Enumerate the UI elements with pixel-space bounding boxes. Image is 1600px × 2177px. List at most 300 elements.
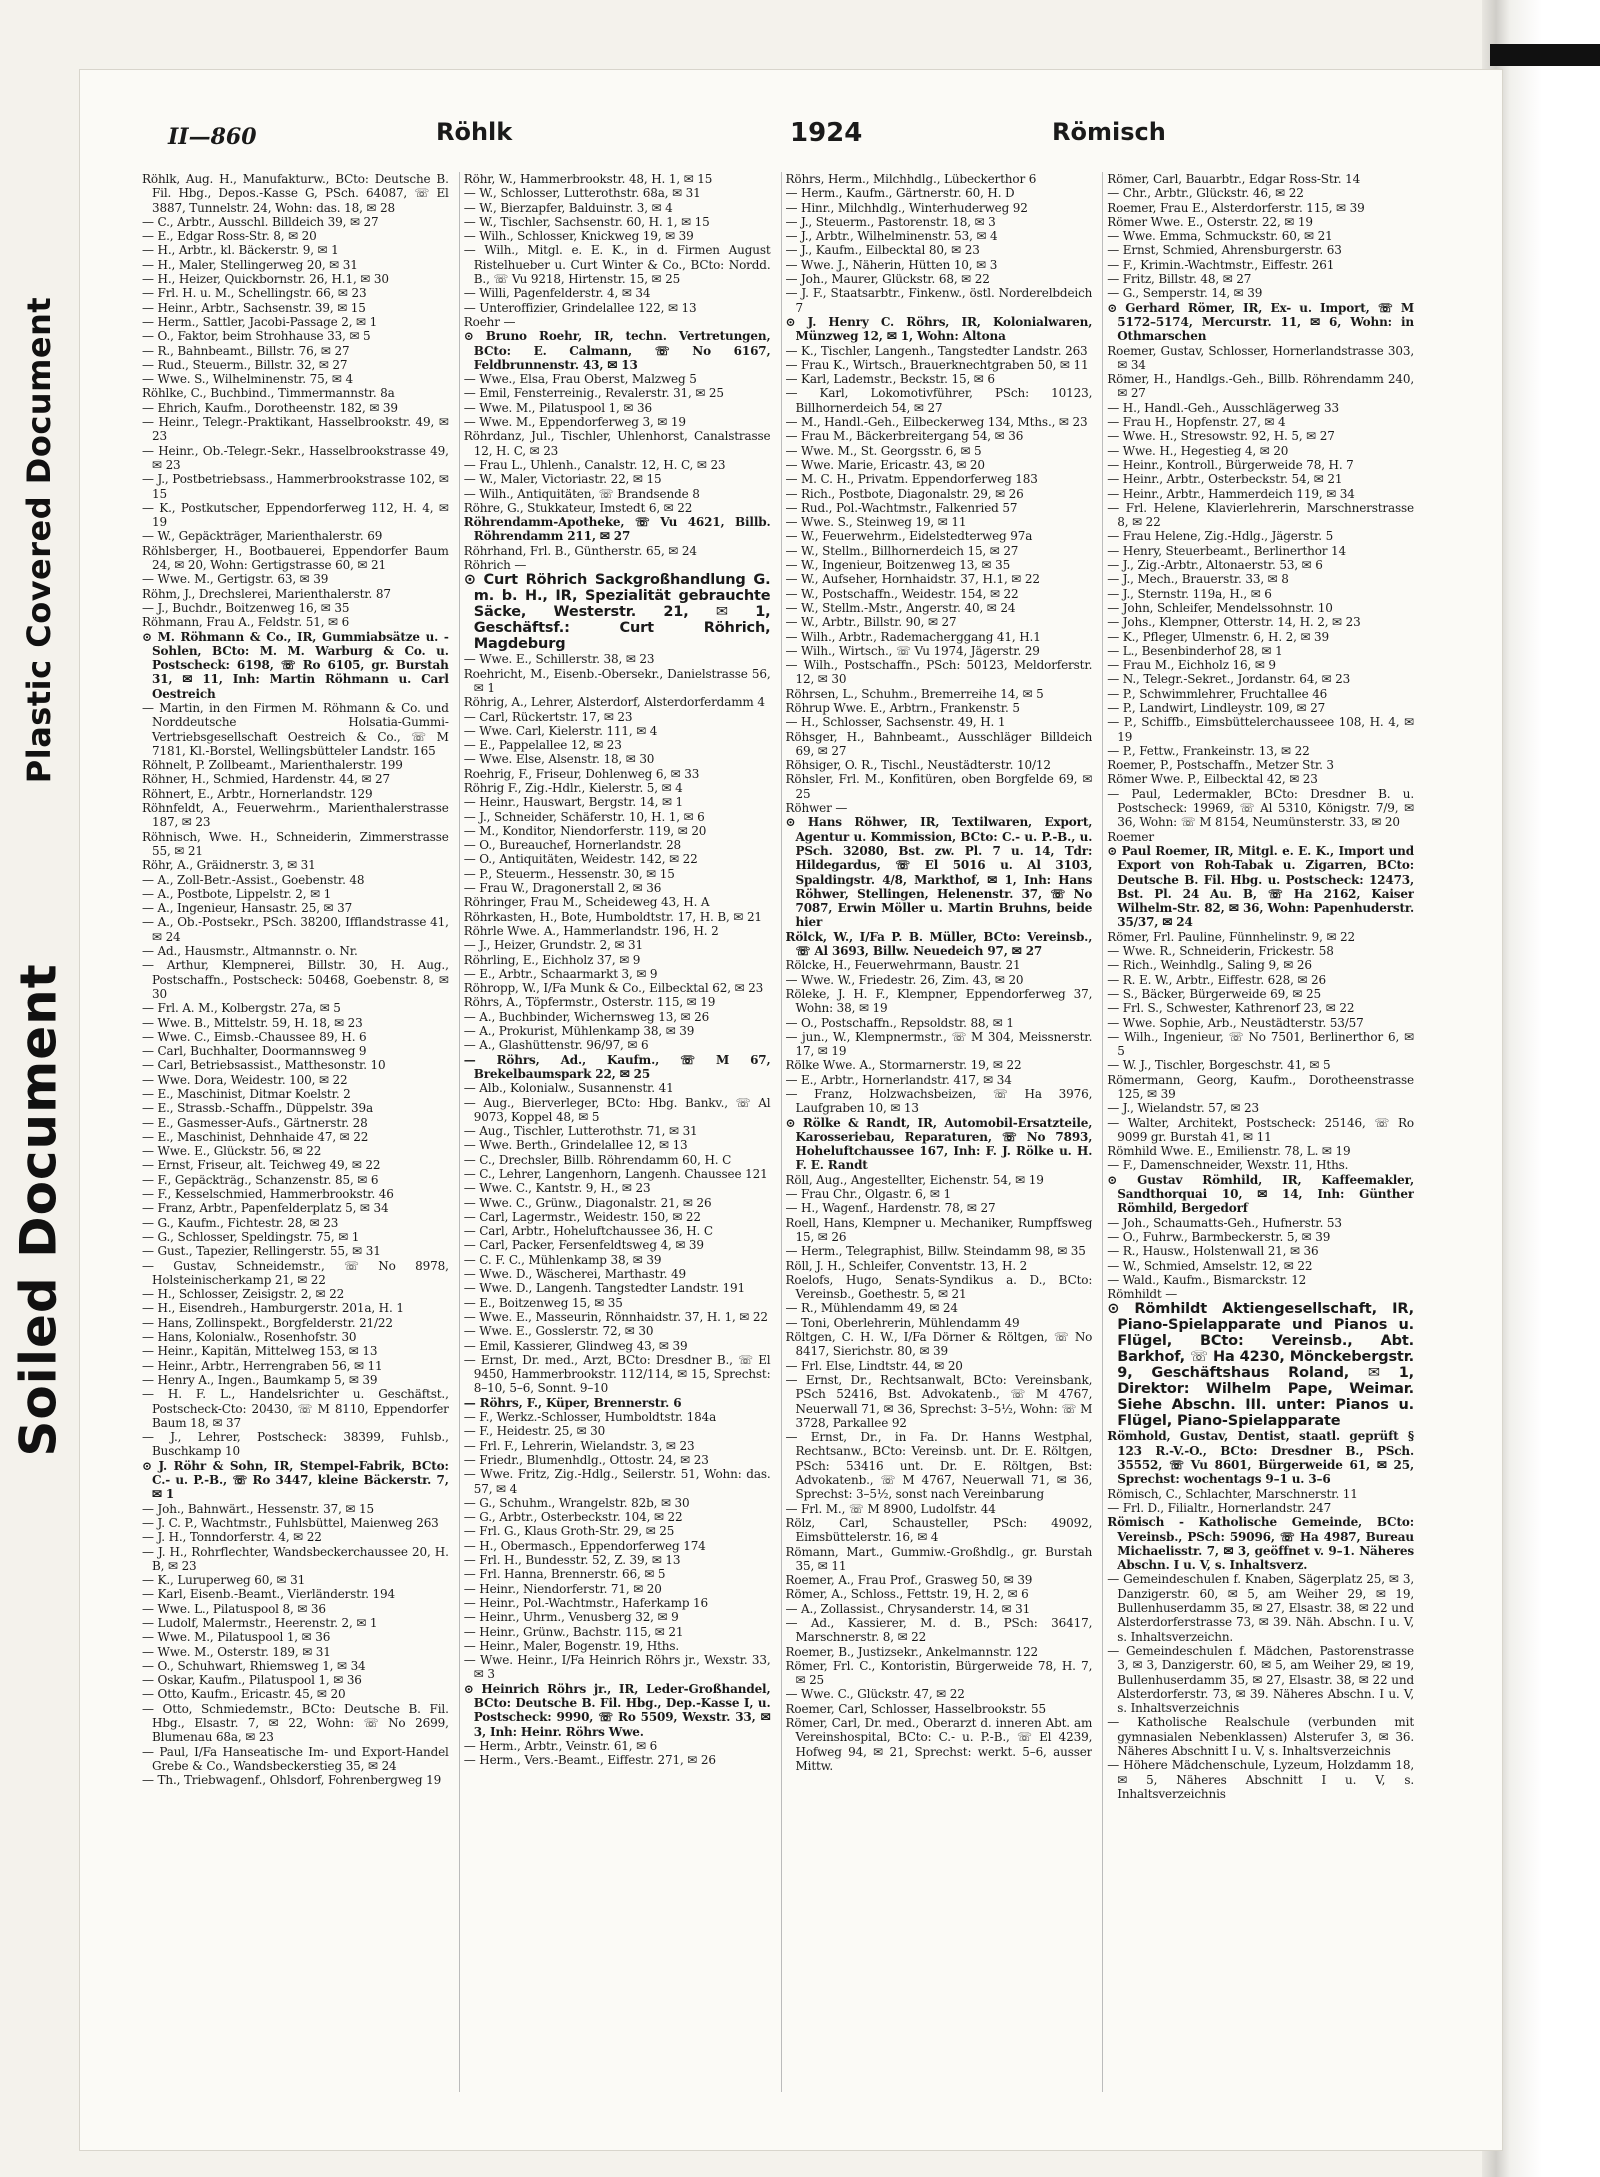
directory-entry: — O., Postschaffn., Repsoldstr. 88, ✉ 1 [785, 1015, 1014, 1030]
soiled-document-label: Soiled Document [10, 963, 69, 1457]
directory-entry: — Frau W., Dragonerstall 2, ✉ 36 [463, 881, 662, 896]
directory-entry: — R. E. W., Arbtr., Eiffestr. 628, ✉ 26 [1107, 972, 1326, 987]
directory-entry: — Heinr., Grünw., Bachstr. 115, ✉ 21 [463, 1624, 684, 1639]
directory-entry: — Frau M., Bäckerbreitergang 54, ✉ 36 [785, 429, 1024, 444]
directory-entry: — M., Konditor, Niendorferstr. 119, ✉ 20 [463, 823, 707, 838]
directory-entry: Rölcke, H., Feuerwehrmann, Baustr. 21 [785, 958, 1021, 973]
directory-entry: Röhrling, E., Eichholz 37, ✉ 9 [463, 952, 641, 967]
directory-entry: — Wwe. D., Langenh. Tangstedter Landstr. 191 [463, 1281, 745, 1296]
directory-entry: — Walter, Architekt, Postscheck: 25146, ☏ Ro 9099 gr. Burstah 41, ✉ 11 [1107, 1115, 1414, 1144]
directory-entry: Röhrs, Herm., Milchhdlg., Lübeckerthor 6 [785, 172, 1037, 186]
directory-entry: ⊙ J. Henry C. Röhrs, IR, Kolonialwaren, Münzweg 12, ✉ 1, Wohn: Altona [785, 314, 1093, 344]
directory-entry: — Wwe., Elsa, Frau Oberst, Malzweg 5 [463, 372, 697, 387]
directory-entry: — J., Wielandstr. 57, ✉ 23 [1107, 1101, 1260, 1116]
directory-entry: — H., Schlosser, Sachsenstr. 49, H. 1 [785, 715, 1006, 730]
directory-entry: — E., Gasmesser-Aufs., Gärtnerstr. 28 [142, 1115, 368, 1130]
directory-entry: — Wwe. B., Mittelstr. 59, H. 18, ✉ 23 [142, 1015, 363, 1030]
directory-entry: — Wwe. E., Schillerstr. 38, ✉ 23 [463, 652, 655, 667]
directory-entry: Röhrich — [463, 558, 527, 573]
directory-entry: — Hans, Zollinspekt., Borgfelderstr. 21/22 [142, 1315, 393, 1330]
directory-entry: — Wwe. H., Hegestieg 4, ✉ 20 [1107, 443, 1289, 458]
directory-entry: — Frl. A. M., Kolbergstr. 27a, ✉ 5 [142, 1001, 341, 1016]
directory-entry: — J., Zig.-Arbtr., Altonaerstr. 53, ✉ 6 [1107, 558, 1323, 573]
directory-entry: — K., Postkutscher, Eppendorferweg 112, H. 4, ✉ 19 [142, 500, 449, 530]
directory-entry: — Hinr., Milchhdlg., Winterhuderweg 92 [785, 200, 1028, 215]
directory-entry: — H., Schlosser, Zeisigstr. 2, ✉ 22 [142, 1287, 345, 1302]
directory-entry: — Ernst, Schmied, Ahrensburgerstr. 63 [1107, 243, 1342, 258]
directory-entry: — Wwe. Marie, Ericastr. 43, ✉ 20 [785, 457, 985, 472]
directory-entry: Röhlke, C., Buchbind., Timmermannstr. 8a [142, 386, 395, 401]
directory-entry: — Carl, Betriebsassist., Matthesonstr. 10 [142, 1058, 386, 1073]
directory-entry: — J., Arbtr., Wilhelminenstr. 53, ✉ 4 [785, 229, 998, 244]
directory-entry: — Carl, Buchhalter, Doormannsweg 9 [142, 1044, 367, 1059]
soiled-document-stamp [0, 920, 78, 1500]
directory-entry: Römer, Carl, Bauarbtr., Edgar Ross-Str. 14 [1107, 172, 1361, 186]
directory-entry: — Ernst, Dr. med., Arzt, BCto: Dresdner B., ☏ El 9450, Hammerbrookstr. 112/114, ✉ 15, Sprechst: 8–10, 5–6, Sonnt. 9–10 [463, 1352, 771, 1396]
directory-entry: Rölz, Carl, Schausteller, PSch: 49092, Eimsbüttelerstr. 16, ✉ 4 [785, 1515, 1093, 1545]
directory-entry: — S., Bäcker, Bürgerweide 69, ✉ 25 [1107, 986, 1321, 1001]
directory-entry: ⊙ J. Röhr & Sohn, IR, Stempel-Fabrik, BCto: C.- u. P.-B., ☏ Ro 3447, kleine Bäckerstr. 7, ✉ 1 [142, 1458, 449, 1502]
directory-entry: — Wwe. M., Gertigstr. 63, ✉ 39 [142, 572, 329, 587]
directory-entry: — Frl. D., Filialtr., Hornerlandstr. 247 [1107, 1500, 1332, 1515]
directory-entry: Römer Wwe. E., Osterstr. 22, ✉ 19 [1107, 214, 1313, 229]
directory-entry: — J., Buchdr., Boitzenweg 16, ✉ 35 [142, 600, 350, 615]
directory-entry: Röhr, W., Hammerbrookstr. 48, H. 1, ✉ 15 [463, 172, 713, 186]
running-head-right: Römisch [1052, 118, 1166, 146]
directory-entry: — Wwe. Berth., Grindelallee 12, ✉ 13 [463, 1138, 688, 1153]
directory-entry: — H., Heizer, Quickbornstr. 26, H.1, ✉ 30 [142, 272, 389, 287]
directory-entry: — jun., W., Klempnermstr., ☏ M 304, Meissnerstr. 17, ✉ 19 [785, 1029, 1093, 1059]
directory-entry: — L., Besenbinderhof 28, ✉ 1 [1107, 643, 1283, 658]
directory-entry: — Rich., Weinhdlg., Saling 9, ✉ 26 [1107, 958, 1312, 973]
directory-entry: — G., Schuhm., Wrangelstr. 82b, ✉ 30 [463, 1495, 690, 1510]
directory-entry: — G., Semperstr. 14, ✉ 39 [1107, 286, 1263, 301]
directory-entry: — Heinr., Arbtr., Sachsenstr. 39, ✉ 15 [142, 300, 366, 315]
directory-entry: Röhrup Wwe. E., Arbtrn., Frankenstr. 5 [785, 700, 1020, 715]
directory-entry: — O., Schuhwart, Rhiemsweg 1, ✉ 34 [142, 1658, 366, 1673]
directory-entry: Roehricht, M., Eisenb.-Obersekr., Danielstrasse 56, ✉ 1 [463, 666, 771, 695]
directory-entry: — Gustav, Schneidemstr., ☏ No 8978, Holsteinischerkamp 21, ✉ 22 [142, 1258, 449, 1287]
directory-entry: — Aug., Tischler, Lutterothstr. 71, ✉ 31 [463, 1124, 698, 1139]
directory-entry: — Herm., Arbtr., Veinstr. 61, ✉ 6 [463, 1738, 658, 1753]
directory-entry: — A., Prokurist, Mühlenkamp 38, ✉ 39 [463, 1024, 695, 1039]
directory-entry: — N., Telegr.-Sekret., Jordanstr. 64, ✉ 23 [1107, 672, 1351, 687]
directory-entry: — C., Arbtr., Ausschl. Billdeich 39, ✉ 27 [142, 214, 379, 229]
directory-entry: ⊙ Curt Röhrich Sackgroßhandlung G. m. b. H., IR, Spezialität gebrauchte Säcke, Westerstr. 21, ✉ 1, Geschäftsf.: Curt Röhrich, Magdeburg [463, 572, 771, 653]
directory-entry: Röhsger, H., Bahnbeamt., Ausschläger Billdeich 69, ✉ 27 [785, 729, 1093, 758]
directory-entry: Römann, Mart., Gummiw.-Großhdlg., gr. Burstah 35, ✉ 11 [785, 1544, 1093, 1573]
directory-entry: — Wwe. L., Pilatuspool 8, ✉ 36 [142, 1601, 326, 1616]
directory-entry: — Wwe. Else, Alsenstr. 18, ✉ 30 [463, 752, 655, 767]
directory-entry: Röhropp, W., I/Fa Munk & Co., Eilbecktal 62, ✉ 23 [463, 981, 764, 996]
directory-entry: — P., Landwirt, Lindleystr. 109, ✉ 27 [1107, 700, 1326, 715]
directory-entry: Römer, Carl, Dr. med., Oberarzt d. inneren Abt. am Vereinshospital, BCto: C.- u. P.-B., ☏ El 4239, Hofweg 94, ✉ 21, Sprechst: werkt. 5–6, ausser Mittw. [785, 1716, 1093, 1773]
directory-entry: — Wwe. E., Glückstr. 56, ✉ 22 [142, 1144, 322, 1159]
directory-entry: Röhrle Wwe. A., Hammerlandstr. 196, H. 2 [463, 923, 719, 938]
directory-entry: Röltgen, C. H. W., I/Fa Dörner & Röltgen, ☏ No 8417, Sierichstr. 80, ✉ 39 [785, 1330, 1093, 1359]
directory-entry: — Karl, Eisenb.-Beamt., Vierländerstr. 194 [142, 1587, 395, 1602]
directory-entry: Römhold, Gustav, Dentist, staatl. geprüft § 123 R.-V.-O., BCto: Dresdner B., PSch. 35552, ☏ Vu 8601, Bürgerweide 61, ✉ 25, Sprechst: wochentags 9–1 u. 3–6 [1107, 1429, 1414, 1487]
directory-entry: — Karl, Lokomotivführer, PSch: 10123, Billhornerdeich 54, ✉ 27 [785, 386, 1093, 415]
directory-entry: — Heinr., Hauswart, Bergstr. 14, ✉ 1 [463, 795, 684, 810]
directory-entry: — M., Handl.-Geh., Eilbeckerweg 134, Mths., ✉ 23 [785, 415, 1088, 430]
directory-entry: — Arthur, Klempnerei, Billstr. 30, H. Aug., Postschaffn., Postscheck: 50468, Goebenstr. 8, ✉ 30 [142, 958, 449, 1001]
directory-entry: — W., Stellm.-Mstr., Angerstr. 40, ✉ 24 [785, 600, 1016, 615]
directory-entry: — W., Bierzapfer, Balduinstr. 3, ✉ 4 [463, 200, 673, 215]
directory-entry: ⊙ Römhildt Aktiengesellschaft, IR, Piano-Spielapparate und Pianos u. Flügel, BCto: Vereinsb., Abt. Barkhof, ☏ Ha 4230, Mönckebergstr. 9, Geschäftshaus Roland, ✉ 1, Direktor: Wilhelm Pape, Weimar. Siehe Abschn. III. unter: Pianos u. Flügel, Piano-Spielapparate [1107, 1301, 1414, 1430]
directory-entry: — Wwe. S., Steinweg 19, ✉ 11 [785, 515, 967, 530]
directory-entry: — Otto, Kaufm., Ericastr. 45, ✉ 20 [142, 1687, 346, 1702]
directory-entry: Röhrig, A., Lehrer, Alsterdorf, Alsterdorferdamm 4 [463, 695, 765, 710]
directory-entry: — Höhere Mädchenschule, Lyzeum, Holzdamm 18, ✉ 5, Näheres Abschnitt I u. V, s. Inhaltsverzeichnis [1107, 1758, 1414, 1801]
directory-entry: — P., Schwimmlehrer, Fruchtallee 46 [1107, 686, 1328, 701]
directory-entry: Röleke, J. H. F., Klempner, Eppendorferweg 37, Wohn: 38, ✉ 19 [785, 986, 1093, 1016]
directory-entry: — A., Postbote, Lippelstr. 2, ✉ 1 [142, 886, 332, 901]
directory-entry: Röhrendamm-Apotheke, ☏ Vu 4621, Billb. Röhrendamm 211, ✉ 27 [463, 515, 771, 544]
directory-entry: — F., Damenschneider, Wexstr. 11, Hths. [1107, 1158, 1349, 1173]
directory-entry: — Wwe. C., Glückstr. 47, ✉ 22 [785, 1687, 965, 1702]
directory-entry: — J., Sternstr. 119a, H., ✉ 6 [1107, 586, 1272, 601]
directory-entry: — Wilh., Antiquitäten, ☏ Brandsende 8 [463, 486, 700, 501]
page-header [90, 118, 1422, 158]
directory-entry: Roehr — [463, 314, 516, 329]
directory-entry: Röhsler, Frl. M., Konfitüren, oben Borgfelde 69, ✉ 25 [785, 772, 1093, 801]
directory-entry: — J. F., Staatsarbtr., Finkenw., östl. Norderelbdeich 7 [785, 286, 1093, 315]
column-3 [781, 172, 1093, 2092]
directory-entry: — W., Maler, Victoriastr. 22, ✉ 15 [463, 472, 662, 487]
directory-entry: — Heinr., Niendorferstr. 71, ✉ 20 [463, 1581, 662, 1596]
directory-entry: — Wwe. Heinr., I/Fa Heinrich Röhrs jr., Wexstr. 33, ✉ 3 [463, 1653, 771, 1682]
directory-entry: — Wwe. E., Gosslerstr. 72, ✉ 30 [463, 1324, 654, 1339]
directory-entry: — H., Arbtr., kl. Bäckerstr. 9, ✉ 1 [142, 243, 339, 258]
directory-entry: Röhsiger, O. R., Tischl., Neustädterstr. 10/12 [785, 758, 1051, 773]
directory-entry: — O., Fuhrw., Barmbeckerstr. 5, ✉ 39 [1107, 1229, 1331, 1244]
directory-entry: — J., Lehrer, Postscheck: 38399, Fuhlsb., Buschkamp 10 [142, 1430, 449, 1459]
directory-entry: Roemer, Frau E., Alsterdorferstr. 115, ✉ 39 [1107, 200, 1365, 215]
directory-entry: — H., Eisendreh., Hamburgerstr. 201a, H. 1 [142, 1301, 404, 1316]
directory-entry: — K., Tischler, Langenh., Tangstedter Landstr. 263 [785, 343, 1088, 358]
directory-entry: — Unteroffizier, Grindelallee 122, ✉ 13 [463, 300, 697, 315]
directory-entry: ⊙ Paul Roemer, IR, Mitgl. e. E. K., Import und Export von Roh-Tabak u. Zigarren, BCto: Deutsche B. Fil. Hbg. u. Postscheck: 12473, Bst. Pl. 24 Au. B, ☏ Ha 2162, Kaiser Wilhelm-Str. 82, ✉ 36, Wohn: Papenhuderstr. 35/37, ✉ 24 [1107, 843, 1414, 930]
directory-entry: — E., Arbtr., Hornerlandstr. 417, ✉ 34 [785, 1072, 1012, 1087]
directory-entry: — J., Mech., Brauerstr. 33, ✉ 8 [1107, 572, 1289, 587]
directory-entry: — Frl. S., Schwester, Kathrenorf 23, ✉ 22 [1107, 1001, 1355, 1016]
directory-entry: ⊙ M. Röhmann & Co., IR, Gummiabsätze u. -Sohlen, BCto: M. M. Warburg & Co. u. Postscheck: 6198, ☏ Ro 6105, gr. Burstah 31, ✉ 11, Inh: Martin Röhmann u. Carl Oestreich [142, 629, 449, 701]
directory-entry: — Heinr., Arbtr., Osterbeckstr. 54, ✉ 21 [1107, 472, 1343, 487]
directory-entry: — F., Kesselschmied, Hammerbrookstr. 46 [142, 1187, 394, 1202]
directory-entry: — Frl. Hanna, Brennerstr. 66, ✉ 5 [463, 1567, 666, 1582]
directory-entry: — Wwe. H., Stresowstr. 92, H. 5, ✉ 27 [1107, 429, 1335, 444]
directory-entry: — J., Postbetriebsass., Hammerbrookstrasse 102, ✉ 15 [142, 472, 449, 501]
directory-entry: Römer, A., Schloss., Fettstr. 19, H. 2, ✉ 6 [785, 1587, 1029, 1602]
directory-entry: — Karl, Lademstr., Beckstr. 15, ✉ 6 [785, 372, 995, 387]
directory-entry: Röhrig F., Zig.-Hdlr., Kielerstr. 5, ✉ 4 [463, 780, 683, 795]
directory-entry: — W., Postschaffn., Weidestr. 154, ✉ 22 [785, 586, 1019, 601]
directory-entry: — Wilh., Wirtsch., ☏ Vu 1974, Jägerstr. 29 [785, 643, 1040, 658]
directory-entry: — Wilh., Schlosser, Knickweg 19, ✉ 39 [463, 229, 694, 244]
directory-entry: Roelofs, Hugo, Senats-Syndikus a. D., BCto: Vereinsb., Goethestr. 5, ✉ 21 [785, 1272, 1093, 1302]
directory-entry: — Heinr., Arbtr., Herrengraben 56, ✉ 11 [142, 1358, 383, 1373]
directory-entry: — H., Wagenf., Hardenstr. 78, ✉ 27 [785, 1201, 996, 1216]
directory-entry: Röhre, G., Stukkateur, Imstedt 6, ✉ 22 [463, 500, 693, 515]
directory-entry: — Carl, Lagermstr., Weidestr. 150, ✉ 22 [463, 1209, 701, 1224]
directory-entry: — Wwe. M., Pilatuspool 1, ✉ 36 [463, 400, 652, 415]
directory-entry: — Toni, Oberlehrerin, Mühlendamm 49 [785, 1315, 1020, 1330]
directory-entry: Röhrdanz, Jul., Tischler, Uhlenhorst, Canalstrasse 12, H. C, ✉ 23 [463, 429, 771, 458]
directory-entry: — Gust., Tapezier, Rellingerstr. 55, ✉ 31 [142, 1244, 381, 1259]
directory-entry: — Wwe. C., Eimsb.-Chaussee 89, H. 6 [142, 1029, 367, 1044]
directory-entry: Roell, Hans, Klempner u. Mechaniker, Rumpffsweg 15, ✉ 26 [785, 1215, 1093, 1244]
directory-entry: — Ad., Kassierer, M. d. B., PSch: 36417, Marschnerstr. 8, ✉ 22 [785, 1615, 1093, 1645]
directory-entry: Röll, Aug., Angestellter, Eichenstr. 54, ✉ 19 [785, 1172, 1044, 1187]
directory-entry: — C., Drechsler, Billb. Röhrendamm 60, H. C [463, 1152, 732, 1167]
directory-entry: — Heinr., Kapitän, Mittelweg 153, ✉ 13 [142, 1344, 378, 1359]
directory-entry: — F., Krimin.-Wachtmstr., Eiffestr. 261 [1107, 257, 1335, 272]
directory-entry: — Heinr., Maler, Bogenstr. 19, Hths. [463, 1638, 680, 1653]
directory-columns [142, 172, 1414, 2092]
directory-entry: Römer, Frl. Pauline, Fünnhelinstr. 9, ✉ 22 [1107, 929, 1355, 944]
directory-entry: — Wwe. Carl, Kielerstr. 111, ✉ 4 [463, 723, 658, 738]
directory-entry: Röll, J. H., Schleifer, Conventstr. 13, H. 2 [785, 1258, 1028, 1273]
directory-entry: — Martin, in den Firmen M. Röhmann & Co. und Norddeutsche Holsatia-Gummi-Vertriebsgesellschaft Oestreich & Co., ☏ M 7181, Kl.-Borstel, Wellingsbütteler Landstr. 165 [142, 700, 449, 758]
directory-entry: — E., Maschinist, Dehnhaide 47, ✉ 22 [142, 1129, 369, 1144]
directory-entry: Römhildt — [1107, 1287, 1178, 1302]
directory-entry: — Frau Helene, Zig.-Hdlg., Jägerstr. 5 [1107, 529, 1334, 544]
directory-entry: — Wwe. Fritz, Zig.-Hdlg., Seilerstr. 51, Wohn: das. 57, ✉ 4 [463, 1467, 771, 1496]
directory-entry: — Wwe. S., Wilhelminenstr. 75, ✉ 4 [142, 372, 353, 387]
directory-entry: — Wald., Kaufm., Bismarckstr. 12 [1107, 1272, 1307, 1287]
directory-entry: — Frl. Helene, Klavierlehrerin, Marschnerstrasse 8, ✉ 22 [1107, 500, 1414, 530]
plastic-covered-label: Plastic Covered Document [20, 296, 59, 784]
directory-entry: — O., Antiquitäten, Weidestr. 142, ✉ 22 [463, 852, 698, 867]
directory-entry: — Frl. H., Bundesstr. 52, Z. 39, ✉ 13 [463, 1553, 681, 1568]
directory-entry: — Heinr., Telegr.-Praktikant, Hasselbrookstr. 49, ✉ 23 [142, 415, 449, 444]
directory-entry: — E., Pappelallee 12, ✉ 23 [463, 738, 622, 753]
directory-entry: — A., Zoll-Betr.-Assist., Goebenstr. 48 [142, 872, 365, 887]
directory-entry: — Friedr., Blumenhdlg., Ottostr. 24, ✉ 23 [463, 1452, 709, 1467]
directory-entry: — A., Glashüttenstr. 96/97, ✉ 6 [463, 1038, 649, 1053]
directory-entry: — Wilh., Mitgl. e. E. K., in d. Firmen August Ristelhueber u. Curt Winter & Co., BCto: Nordd. B., ☏ Vu 9218, Hirtenstr. 15, ✉ 25 [463, 243, 771, 287]
directory-entry: — Gemeindeschulen f. Knaben, Sägerplatz 25, ✉ 3, Danzigerstr. 60, ✉ 5, am Weiher 29, ✉ 19, Bullenhuserdamm 35, ✉ 27, Elsastr. 38, ✉ 22 und Alsterdorferstrasse 73, ✉ 39. Näh. Abschn. I u. V, s. Inhaltsverzeichn. [1107, 1572, 1414, 1644]
directory-entry: — Frau Chr., Olgastr. 6, ✉ 1 [785, 1187, 951, 1202]
directory-entry: Röhwer — [785, 801, 848, 816]
directory-entry: — J., Heizer, Grundstr. 2, ✉ 31 [463, 938, 644, 953]
directory-entry: — W., Tischler, Sachsenstr. 60, H. 1, ✉ 15 [463, 214, 710, 229]
directory-entry: — Frl. M., ☏ M 8900, Ludolfstr. 44 [785, 1501, 996, 1516]
directory-entry: — Katholische Realschule (verbunden mit gymnasialen Nebenklassen) Alsterufer 3, ✉ 36. Näheres Abschnitt I u. V, s. Inhaltsverzeichnis [1107, 1715, 1414, 1758]
directory-entry: — Henry A., Ingen., Baumkamp 5, ✉ 39 [142, 1372, 378, 1387]
directory-entry: Röhnelt, P. Zollbeamt., Marienthalerstr. 199 [142, 758, 403, 773]
directory-entry: — Paul, I/Fa Hanseatische Im- und Export-Handel Grebe & Co., Wandsbeckerstieg 35, ✉ 24 [142, 1744, 449, 1773]
directory-entry: — G., Schlosser, Speldingstr. 75, ✉ 1 [142, 1229, 360, 1244]
directory-entry: — Wwe. J., Näherin, Hütten 10, ✉ 3 [785, 257, 998, 272]
directory-entry: ⊙ Hans Röhwer, IR, Textilwaren, Export, Agentur u. Kommission, BCto: C.- u. P.-B., u. PSch. 32080, Bst. zw. Pl. 7 u. 14, Tdr: Hildegardus, ☏ El 5016 u. Al 3103, Spaldingstr. 4/8, Markthof, ✉ 1, Inh: Hans Röhwer, Stellingen, Helenenstr. 37, ☏ No 7087, Erwin Möller u. Martin Bruhns, beide hier [785, 815, 1093, 930]
directory-entry: — Röhrs, F., Küper, Brennerstr. 6 [463, 1395, 682, 1410]
directory-entry: — O., Bureauchef, Hornerlandstr. 28 [463, 838, 682, 853]
directory-entry: — Wwe. Dora, Weidestr. 100, ✉ 22 [142, 1072, 348, 1087]
directory-entry: — Franz, Arbtr., Papenfelderplatz 5, ✉ 34 [142, 1201, 389, 1216]
directory-entry: — E., Maschinist, Ditmar Koelstr. 2 [142, 1087, 351, 1101]
directory-entry: Roemer, P., Postschaffn., Metzer Str. 3 [1107, 758, 1334, 773]
directory-entry: Römisch, C., Schlachter, Marschnerstr. 11 [1107, 1486, 1358, 1501]
directory-entry: — Wwe. Sophie, Arb., Neustädterstr. 53/57 [1107, 1015, 1364, 1030]
directory-entry: Röhnert, E., Arbtr., Hornerlandstr. 129 [142, 786, 373, 801]
directory-entry: Röhrs, A., Töpfermstr., Osterstr. 115, ✉ 19 [463, 995, 716, 1010]
directory-entry: Roemer, Gustav, Schlosser, Hornerlandstrasse 303, ✉ 34 [1107, 343, 1414, 372]
directory-entry: — O., Faktor, beim Strohhause 33, ✉ 5 [142, 329, 371, 344]
directory-entry: — W., Gepäckträger, Marienthalerstr. 69 [142, 529, 383, 544]
directory-entry: — F., Heidestr. 25, ✉ 30 [463, 1424, 606, 1439]
directory-entry: — Joh., Schaumatts-Geh., Hufnerstr. 53 [1107, 1215, 1342, 1230]
directory-entry: — G., Kaufm., Fichtestr. 28, ✉ 23 [142, 1215, 339, 1230]
directory-entry: — Wilh., Postschaffn., PSch: 50123, Meldorferstr. 12, ✉ 30 [785, 658, 1093, 687]
directory-entry: — Paul, Ledermakler, BCto: Dresdner B. u. Postscheck: 19969, ☏ Al 5310, Königstr. 7/9, ✉ 36, Wohn: ☏ M 8154, Neumünsterstr. 33, ✉ 20 [1107, 786, 1414, 830]
plastic-covered-stamp [0, 260, 78, 820]
directory-entry: — R., Hausw., Holstenwall 21, ✉ 36 [1107, 1244, 1319, 1259]
directory-entry: — Wwe. C., Grünw., Diagonalstr. 21, ✉ 26 [463, 1195, 712, 1210]
directory-entry: — Ernst, Friseur, alt. Teichweg 49, ✉ 22 [142, 1158, 381, 1173]
directory-entry: — Wilh., Arbtr., Rademacherggang 41, H.1 [785, 629, 1041, 644]
directory-entry: — Ehrich, Kaufm., Dorotheenstr. 182, ✉ 39 [142, 400, 398, 415]
directory-entry: — C., Lehrer, Langenhorn, Langenh. Chaussee 121 [463, 1167, 768, 1181]
directory-entry: — Carl, Arbtr., Hoheluftchaussee 36, H. C [463, 1224, 713, 1239]
directory-entry: ⊙ Heinrich Röhrs jr., IR, Leder-Großhandel, BCto: Deutsche B. Fil. Hbg., Dep.-Kasse I, u. Postscheck: 9990, ☏ Ro 5509, Wexstr. 33, ✉ 3, Inh: Heinr. Röhrs Wwe. [463, 1681, 771, 1739]
directory-entry: — Frl. Else, Lindtstr. 44, ✉ 20 [785, 1358, 963, 1373]
directory-entry: — M. C. H., Privatm. Eppendorferweg 183 [785, 472, 1038, 487]
directory-entry: — W., Ingenieur, Boitzenweg 13, ✉ 35 [785, 558, 1011, 573]
directory-entry: — Wwe. W., Friedestr. 26, Zim. 43, ✉ 20 [785, 972, 1024, 987]
directory-entry: — Chr., Arbtr., Glückstr. 46, ✉ 22 [1107, 186, 1304, 201]
directory-entry: — Wwe. M., Osterstr. 189, ✉ 31 [142, 1644, 331, 1659]
directory-entry: — J., Kaufm., Eilbecktal 80, ✉ 23 [785, 243, 980, 258]
directory-entry: Roemer, A., Frau Prof., Grasweg 50, ✉ 39 [785, 1573, 1033, 1588]
directory-entry: — K., Luruperweg 60, ✉ 31 [142, 1573, 306, 1588]
directory-entry: — Rud., Steuerm., Billstr. 32, ✉ 27 [142, 357, 348, 372]
directory-entry: — Wwe. M., Pilatuspool 1, ✉ 36 [142, 1630, 331, 1645]
directory-entry: — Oskar, Kaufm., Pilatuspool 1, ✉ 36 [142, 1673, 362, 1688]
directory-entry: — Willi, Pagenfelderstr. 4, ✉ 34 [463, 286, 651, 301]
running-head-left: Röhlk [436, 118, 513, 146]
directory-entry: — Th., Triebwagenf., Ohlsdorf, Fohrenbergweg 19 [142, 1773, 442, 1788]
directory-entry: — Fritz, Billstr. 48, ✉ 27 [1107, 272, 1252, 287]
directory-entry: — H. F. L., Handelsrichter u. Geschäftst., Postscheck-Cto: 20430, ☏ M 8110, Eppendorfer Baum 18, ✉ 37 [142, 1387, 449, 1430]
directory-entry: — W., Schmied, Amselstr. 12, ✉ 22 [1107, 1258, 1313, 1273]
directory-entry: — E., Edgar Ross-Str. 8, ✉ 20 [142, 229, 317, 244]
directory-entry: Röhrkasten, H., Bote, Humboldtstr. 17, H. B, ✉ 21 [463, 909, 762, 924]
directory-entry: — Wwe. D., Wäscherei, Marthastr. 49 [463, 1267, 686, 1282]
directory-entry: — P., Fettw., Frankeinstr. 13, ✉ 22 [1107, 743, 1310, 758]
directory-entry: — J. H., Rohrflechter, Wandsbeckerchaussee 20, H. B, ✉ 23 [142, 1544, 449, 1573]
directory-entry: Röhmann, Frau A., Feldstr. 51, ✉ 6 [142, 615, 350, 630]
directory-entry: — F., Gepäckträg., Schanzenstr. 85, ✉ 6 [142, 1172, 379, 1187]
directory-entry: — Wwe. Emma, Schmuckstr. 60, ✉ 21 [1107, 229, 1333, 244]
directory-entry: — Röhrs, Ad., Kaufm., ☏ M 67, Brekelbaumspark 22, ✉ 25 [463, 1052, 771, 1081]
directory-entry: — J., Steuerm., Pastorenstr. 18, ✉ 3 [785, 214, 996, 229]
directory-entry: — Heinr., Arbtr., Hammerdeich 119, ✉ 34 [1107, 486, 1355, 501]
directory-entry: — K., Pfleger, Ulmenstr. 6, H. 2, ✉ 39 [1107, 629, 1330, 644]
directory-entry: — Emil, Kassierer, Glindweg 43, ✉ 39 [463, 1338, 688, 1353]
directory-entry: Römer, Frl. C., Kontoristin, Bürgerweide 78, H. 7, ✉ 25 [785, 1658, 1093, 1688]
column-2 [459, 172, 771, 2092]
directory-entry: — E., Strassb.-Schaffn., Düppelstr. 39a [142, 1101, 373, 1116]
directory-entry: Röhrhand, Frl. B., Güntherstr. 65, ✉ 24 [463, 543, 697, 558]
directory-entry: — Joh., Bahnwärt., Hessenstr. 37, ✉ 15 [142, 1501, 374, 1516]
directory-entry: ⊙ Gustav Römhild, IR, Kaffeemakler, Sandthorquai 10, ✉ 14, Inh: Günther Römhild, Bergedorf [1107, 1172, 1414, 1216]
directory-entry: — Frau H., Hopfenstr. 27, ✉ 4 [1107, 415, 1286, 430]
directory-entry: — A., Ingenieur, Hansastr. 25, ✉ 37 [142, 901, 353, 916]
directory-entry: — P., Steuerm., Hessenstr. 30, ✉ 15 [463, 866, 675, 881]
directory-entry: — Wwe. M., St. Georgsstr. 6, ✉ 5 [785, 443, 982, 458]
directory-entry: Roemer [1107, 829, 1154, 844]
directory-entry: Roemer, B., Justizsekr., Ankelmannstr. 122 [785, 1644, 1038, 1659]
directory-entry: — W., Schlosser, Lutterothstr. 68a, ✉ 31 [463, 186, 701, 201]
directory-entry: Röhlsberger, H., Bootbauerei, Eppendorfer Baum 24, ✉ 20, Wohn: Gertigstrasse 60, ✉ 21 [142, 543, 449, 573]
directory-entry: — Joh., Maurer, Glückstr. 68, ✉ 22 [785, 272, 990, 287]
directory-entry: — Frl. H. u. M., Schellingstr. 66, ✉ 23 [142, 286, 367, 301]
directory-entry: — Herm., Sattler, Jacobi-Passage 2, ✉ 1 [142, 314, 378, 329]
directory-entry: Röhlk, Aug. H., Manufakturw., BCto: Deutsche B. Fil. Hbg., Depos.-Kasse G, PSch. 64087, ☏ El 3887, Tunnelstr. 24, Wohn: das. 18, ✉ 28 [142, 172, 449, 215]
directory-entry: — Wwe. R., Schneiderin, Frickestr. 58 [1107, 944, 1334, 959]
directory-entry: — Carl, Rückertstr. 17, ✉ 23 [463, 709, 633, 724]
directory-entry: — Frl. G., Klaus Groth-Str. 29, ✉ 25 [463, 1524, 675, 1539]
directory-entry: — Herm., Telegraphist, Billw. Steindamm 98, ✉ 35 [785, 1244, 1086, 1259]
directory-entry: — Frau L., Uhlenh., Canalstr. 12, H. C, ✉ 23 [463, 457, 726, 472]
directory-entry: — Heinr., Kontroll., Bürgerweide 78, H. 7 [1107, 457, 1354, 472]
directory-entry: — W., Stellm., Billhornerdeich 15, ✉ 27 [785, 543, 1019, 558]
directory-entry: — John, Schleifer, Mendelssohnstr. 10 [1107, 600, 1333, 615]
directory-entry: — Ad., Hausmstr., Altmannstr. o. Nr. [142, 944, 358, 959]
directory-entry: Röhr, A., Gräidnerstr. 3, ✉ 31 [142, 858, 316, 873]
directory-entry: Roehrig, F., Friseur, Dohlenweg 6, ✉ 33 [463, 766, 700, 781]
directory-entry: ⊙ Rölke & Randt, IR, Automobil-Ersatzteile, Karosseriebau, Reparaturen, ☏ No 7893, Hoheluftchaussee 167, Inh: F. J. Rölke u. H. F. E. Randt [785, 1115, 1093, 1173]
directory-entry: Röhnisch, Wwe. H., Schneiderin, Zimmerstrasse 55, ✉ 21 [142, 829, 449, 858]
directory-entry: — H., Handl.-Geh., Ausschlägerweg 33 [1107, 400, 1339, 415]
directory-entry: — Herm., Vers.-Beamt., Eiffestr. 271, ✉ 26 [463, 1753, 716, 1768]
directory-entry: — Hans, Kolonialw., Rosenhofstr. 30 [142, 1330, 357, 1345]
directory-entry: — Emil, Fensterreinig., Revalerstr. 31, ✉ 25 [463, 386, 724, 401]
directory-entry: — Heinr., Uhrm., Venusberg 32, ✉ 9 [463, 1610, 679, 1625]
directory-entry: — E., Boitzenweg 15, ✉ 35 [463, 1295, 623, 1310]
directory-entry: — E., Arbtr., Schaarmarkt 3, ✉ 9 [463, 966, 658, 981]
directory-entry: — C. F. C., Mühlenkamp 38, ✉ 39 [463, 1252, 662, 1267]
page-number: II—860 [168, 124, 257, 150]
directory-entry: — J., Schneider, Schäferstr. 10, H. 1, ✉ 6 [463, 809, 705, 824]
directory-entry: — Heinr., Pol.-Wachtmstr., Haferkamp 16 [463, 1595, 708, 1610]
directory-entry: — W. J., Tischler, Borgeschstr. 41, ✉ 5 [1107, 1058, 1331, 1073]
directory-entry: Röhrsen, L., Schuhm., Bremerreihe 14, ✉ 5 [785, 686, 1044, 701]
directory-entry: — R., Mühlendamm 49, ✉ 24 [785, 1301, 958, 1316]
directory-entry: — Wwe. E., Masseurin, Rönnhaidstr. 37, H. 1, ✉ 22 [463, 1309, 768, 1324]
directory-entry: — Gemeindeschulen f. Mädchen, Pastorenstrasse 3, ✉ 3, Danzigerstr. 60, ✉ 5, am Weiher 29, ✉ 19, Bullenhuserdamm 35, ✉ 27, Elsastr. 38, ✉ 22 und Alsterdorferstr. 73, ✉ 39. Näheres Abschn. I u. V, s. Inhaltsverzeichnis [1107, 1643, 1414, 1716]
directory-entry: — Wwe. C., Kantstr. 9, H., ✉ 23 [463, 1181, 651, 1196]
directory-entry: — Ernst, Dr., Rechtsanwalt, BCto: Vereinsbank, PSch 52416, Bst. Advokatenb., ☏ M 4767, Neuerwall 71, ✉ 36, Sprechst: 3–5½, Wohn: ☏ M 3728, Parkallee 92 [785, 1372, 1093, 1430]
directory-entry: — Ernst, Dr., in Fa. Dr. Hanns Westphal, Rechtsanw., BCto: Vereinsb. unt. Dr. E. Röltgen, PSch: 53416 unt. Dr. E. Röltgen, Bst: Advokatenb., ☏ M 4767, Neuerwall 71, ✉ 36, Sprechst: 3–5½, sonst nach Vereinbarung [785, 1430, 1093, 1502]
directory-entry: — Frl. F., Lehrerin, Wielandstr. 3, ✉ 23 [463, 1438, 695, 1453]
directory-entry: — W., Arbtr., Billstr. 90, ✉ 27 [785, 615, 957, 630]
directory-entry: — Henry, Steuerbeamt., Berlinerthor 14 [1107, 543, 1346, 558]
directory-entry: — A., Zollassist., Chrysanderstr. 14, ✉ 31 [785, 1601, 1031, 1616]
directory-entry: ⊙ Gerhard Römer, IR, Ex- u. Import, ☏ M 5172–5174, Mercurstr. 11, ✉ 6, Wohn: in Othmarschen [1107, 300, 1414, 344]
directory-entry: — Ludolf, Malermstr., Heerenstr. 2, ✉ 1 [142, 1615, 378, 1630]
directory-entry: — Aug., Bierverleger, BCto: Hbg. Bankv., ☏ Al 9073, Koppel 48, ✉ 5 [463, 1095, 771, 1124]
directory-entry: — Otto, Schmiedemstr., BCto: Deutsche B. Fil. Hbg., Elsastr. 7, ✉ 22, Wohn: ☏ No 2699, Blumenau 68a, ✉ 23 [142, 1701, 449, 1745]
directory-entry: Römer, H., Handlgs.-Geh., Billb. Röhrendamm 240, ✉ 27 [1107, 372, 1414, 401]
directory-entry: Röhm, J., Drechslerei, Marienthalerstr. 87 [142, 586, 391, 601]
directory-entry: Roemer, Carl, Schlosser, Hasselbrookstr. 55 [785, 1701, 1046, 1716]
directory-entry: Rölke Wwe. A., Stormarnerstr. 19, ✉ 22 [785, 1058, 1022, 1073]
directory-entry: Römer Wwe. P., Eilbecktal 42, ✉ 23 [1107, 772, 1318, 787]
running-head-year: 1924 [790, 118, 863, 148]
